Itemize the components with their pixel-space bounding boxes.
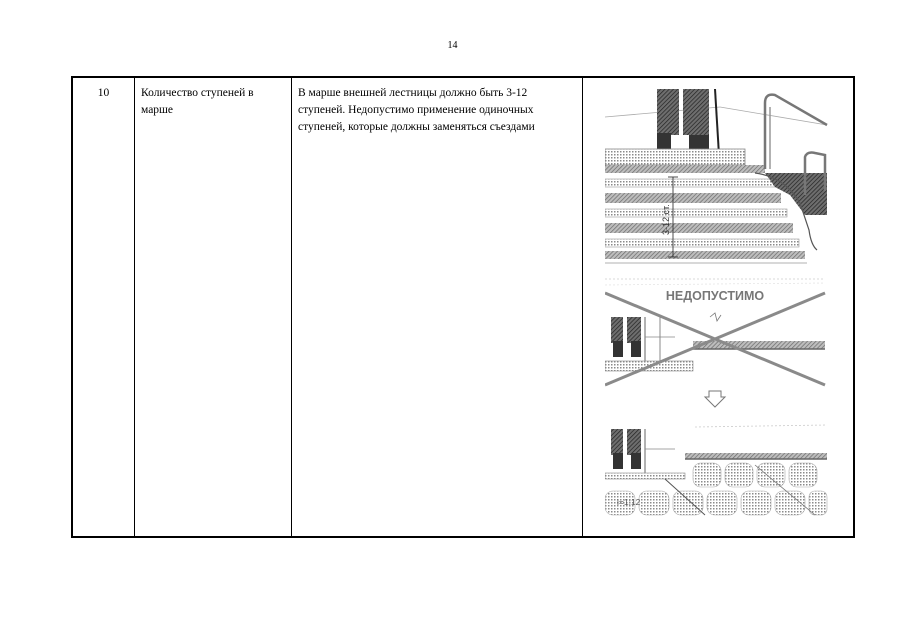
- ramp-drawing: [605, 425, 827, 515]
- stairs-illustration: [605, 85, 831, 521]
- illustration-cell: [583, 77, 855, 537]
- row-name: Количество ступеней в марше: [135, 77, 292, 537]
- requirements-table: [71, 76, 855, 538]
- page-number: 14: [447, 40, 458, 51]
- steps-count-label: 3-12 ст.: [661, 204, 671, 235]
- slope-label: i=1:12: [617, 497, 641, 507]
- row-description: В марше внешней лестницы должно быть 3-12 ступеней. Недопустимо применение одиночных ступеней, которые должны заменяться съездами: [292, 77, 583, 537]
- row-number: 10: [72, 77, 135, 537]
- stairs-top-drawing: [605, 89, 827, 263]
- table-row: [72, 77, 854, 537]
- forbidden-label: НЕДОПУСТИМО: [665, 289, 765, 303]
- forbidden-drawing: [605, 279, 825, 407]
